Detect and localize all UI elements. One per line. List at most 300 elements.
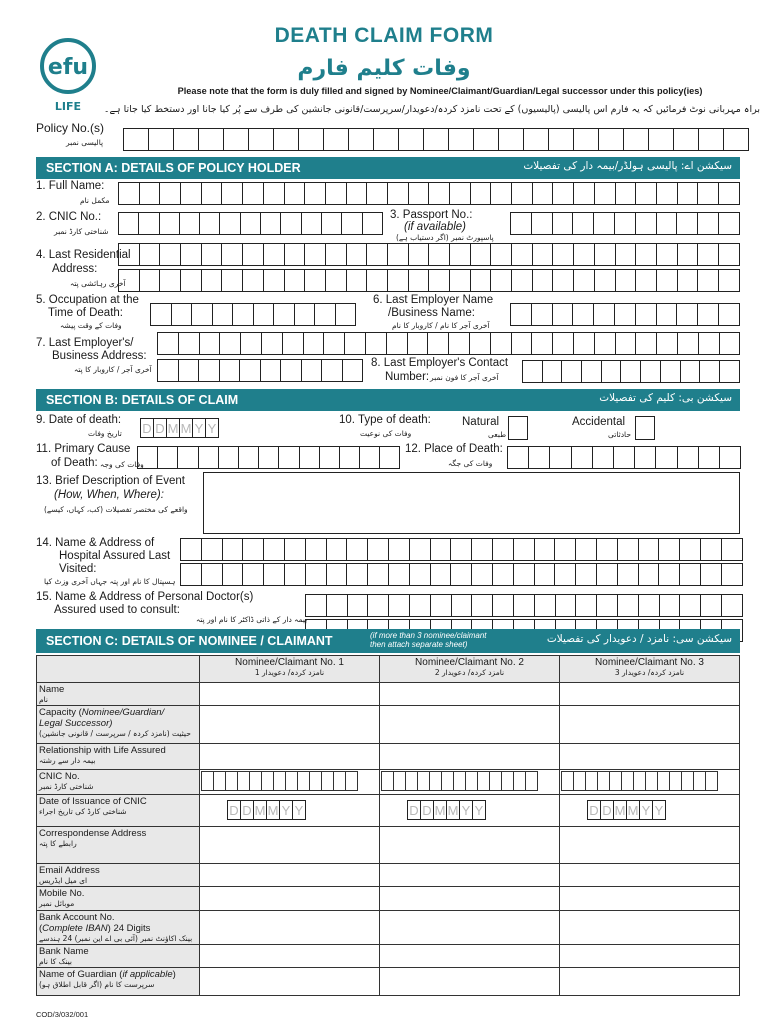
char-box[interactable] [409,538,431,561]
char-box[interactable] [239,359,261,382]
char-box[interactable] [157,359,179,382]
char-box[interactable] [321,359,343,382]
char-box[interactable] [656,243,678,266]
nominee-1-capacity[interactable] [200,706,380,744]
char-box[interactable] [575,594,597,617]
date-char-box[interactable]: D [140,418,154,438]
char-box[interactable] [719,332,741,355]
char-box[interactable] [430,538,452,561]
char-box[interactable] [284,538,306,561]
char-box[interactable] [366,182,388,205]
char-box[interactable] [347,594,369,617]
char-box[interactable] [594,243,616,266]
char-box[interactable] [698,128,724,151]
date-char-box[interactable]: Y [292,800,306,820]
char-box[interactable] [573,332,595,355]
char-box[interactable] [219,212,240,235]
char-box[interactable] [548,128,574,151]
nominee-1-email[interactable] [200,864,380,887]
char-box[interactable] [201,563,223,586]
char-box[interactable] [339,446,360,469]
date-char-box[interactable]: M [433,800,447,820]
char-box[interactable] [498,128,524,151]
char-box[interactable] [221,269,243,292]
char-box[interactable] [221,182,243,205]
char-box[interactable] [614,303,636,326]
char-box[interactable] [534,594,556,617]
char-box[interactable] [594,182,616,205]
char-box[interactable] [573,128,599,151]
char-box[interactable] [596,594,618,617]
char-box[interactable] [719,446,741,469]
char-box[interactable] [305,538,327,561]
char-box[interactable] [177,446,198,469]
char-box[interactable] [552,269,574,292]
char-box[interactable] [388,563,410,586]
date-char-box[interactable]: M [626,800,640,820]
date-char-box[interactable]: Y [639,800,653,820]
char-box[interactable] [280,359,302,382]
char-box[interactable] [326,538,348,561]
char-box[interactable] [258,446,279,469]
nominee-2-name[interactable] [380,683,560,706]
char-box[interactable] [532,269,554,292]
char-box[interactable] [718,182,740,205]
char-box[interactable] [148,128,174,151]
char-box[interactable] [513,538,535,561]
char-box[interactable] [305,563,327,586]
char-box[interactable] [199,212,220,235]
char-box[interactable] [677,332,699,355]
char-box[interactable] [490,243,512,266]
char-box[interactable] [449,182,471,205]
nominee-1-relationship[interactable] [200,744,380,770]
char-box[interactable] [449,243,471,266]
char-box[interactable] [617,594,639,617]
char-box[interactable] [325,182,347,205]
accidental-checkbox[interactable] [635,416,655,440]
nominee-1-mobile[interactable] [200,887,380,911]
char-box[interactable] [273,303,295,326]
char-box[interactable] [718,243,740,266]
char-box[interactable] [471,538,493,561]
char-box[interactable] [575,538,597,561]
nominee-2-cnic[interactable] [380,770,560,795]
address-input-line-1[interactable] [119,243,740,266]
char-box[interactable] [617,563,639,586]
char-box[interactable] [280,212,301,235]
char-box[interactable] [511,269,533,292]
char-box[interactable] [305,594,327,617]
char-box[interactable] [507,446,529,469]
char-box[interactable] [615,269,637,292]
char-box[interactable] [118,182,140,205]
char-box[interactable] [511,332,533,355]
char-box[interactable] [180,538,202,561]
char-box[interactable] [118,269,140,292]
char-box[interactable] [552,243,574,266]
char-box[interactable] [387,182,409,205]
char-box[interactable] [137,446,158,469]
char-box[interactable] [634,446,656,469]
char-box[interactable] [323,128,349,151]
char-box[interactable] [615,332,637,355]
char-box[interactable] [326,594,348,617]
char-box[interactable] [534,538,556,561]
date-char-box[interactable]: Y [459,800,473,820]
char-box[interactable] [221,243,243,266]
char-box[interactable] [511,243,533,266]
char-box[interactable] [676,212,698,235]
cnic-char-box[interactable] [525,771,538,791]
char-box[interactable] [660,360,681,383]
date-char-box[interactable]: Y [192,418,206,438]
char-box[interactable] [635,269,657,292]
nominee-2-cnic-date[interactable] [380,795,560,827]
char-box[interactable] [222,538,244,561]
char-box[interactable] [554,563,576,586]
char-box[interactable] [573,269,595,292]
char-box[interactable] [673,128,699,151]
char-box[interactable] [386,332,408,355]
char-box[interactable] [201,269,223,292]
nominee-3-address[interactable] [560,827,740,864]
char-box[interactable] [223,128,249,151]
char-box[interactable] [656,303,678,326]
date-char-box[interactable]: Y [279,800,293,820]
char-box[interactable] [261,332,283,355]
char-box[interactable] [388,594,410,617]
char-box[interactable] [656,182,678,205]
char-box[interactable] [593,303,615,326]
char-box[interactable] [314,303,336,326]
char-box[interactable] [191,303,213,326]
char-box[interactable] [263,182,285,205]
char-box[interactable] [449,269,471,292]
char-box[interactable] [638,538,660,561]
emp-contact-input[interactable] [523,360,740,383]
char-box[interactable] [222,563,244,586]
char-box[interactable] [596,563,618,586]
char-box[interactable] [677,243,699,266]
nominee-3-capacity[interactable] [560,706,740,744]
char-box[interactable] [531,332,553,355]
char-box[interactable] [679,594,701,617]
char-box[interactable] [294,303,316,326]
char-box[interactable] [201,182,223,205]
nominee-1-name[interactable] [200,683,380,706]
char-box[interactable] [366,269,388,292]
char-box[interactable] [408,182,430,205]
char-box[interactable] [552,212,574,235]
char-box[interactable] [635,243,657,266]
char-box[interactable] [552,182,574,205]
char-box[interactable] [198,359,220,382]
char-box[interactable] [656,332,678,355]
char-box[interactable] [581,360,602,383]
char-box[interactable] [721,538,743,561]
char-box[interactable] [409,563,431,586]
char-box[interactable] [592,446,614,469]
char-box[interactable] [263,269,285,292]
char-box[interactable] [304,269,326,292]
description-textarea[interactable] [203,472,740,534]
policy-number-input[interactable] [124,128,749,151]
char-box[interactable] [700,538,722,561]
char-box[interactable] [173,128,199,151]
char-box[interactable] [346,182,368,205]
char-box[interactable] [344,332,366,355]
nominee-1-cnic-date[interactable] [200,795,380,827]
char-box[interactable] [301,212,322,235]
date-char-box[interactable]: M [446,800,460,820]
char-box[interactable] [448,128,474,151]
char-box[interactable] [253,303,275,326]
date-char-box[interactable]: M [266,800,280,820]
date-char-box[interactable]: D [407,800,421,820]
char-box[interactable] [325,243,347,266]
char-box[interactable] [139,269,161,292]
date-char-box[interactable]: D [153,418,167,438]
char-box[interactable] [201,538,223,561]
nominee-3-bank-account[interactable] [560,911,740,945]
char-box[interactable] [532,243,554,266]
char-box[interactable] [428,182,450,205]
char-box[interactable] [656,212,678,235]
char-box[interactable] [470,182,492,205]
char-box[interactable] [522,360,543,383]
char-box[interactable] [635,212,657,235]
char-box[interactable] [242,182,264,205]
char-box[interactable] [139,182,161,205]
cause-input[interactable] [138,446,400,469]
char-box[interactable] [698,332,720,355]
char-box[interactable] [528,446,550,469]
char-box[interactable] [718,303,740,326]
char-box[interactable] [303,332,325,355]
char-box[interactable] [450,538,472,561]
char-box[interactable] [335,303,357,326]
char-box[interactable] [700,563,722,586]
date-char-box[interactable]: D [420,800,434,820]
char-box[interactable] [552,332,574,355]
char-box[interactable] [534,563,556,586]
char-box[interactable] [248,128,274,151]
char-box[interactable] [263,563,285,586]
address-input-line-2[interactable] [119,269,740,292]
char-box[interactable] [450,563,472,586]
nominee-1-bank-account[interactable] [200,911,380,945]
char-box[interactable] [575,563,597,586]
char-box[interactable] [596,538,618,561]
employer-input[interactable] [511,303,740,326]
nominee-1-cnic[interactable] [200,770,380,795]
char-box[interactable] [260,359,282,382]
char-box[interactable] [346,243,368,266]
char-box[interactable] [513,563,535,586]
char-box[interactable] [697,303,719,326]
char-box[interactable] [423,128,449,151]
place-input[interactable] [508,446,741,469]
cnic-char-box[interactable] [705,771,718,791]
char-box[interactable] [284,563,306,586]
char-box[interactable] [348,128,374,151]
char-box[interactable] [218,446,239,469]
char-box[interactable] [638,563,660,586]
char-box[interactable] [365,332,387,355]
char-box[interactable] [471,563,493,586]
nominee-3-name[interactable] [560,683,740,706]
char-box[interactable] [232,303,254,326]
char-box[interactable] [387,243,409,266]
char-box[interactable] [157,446,178,469]
char-box[interactable] [199,332,221,355]
nominee-2-mobile[interactable] [380,887,560,911]
char-box[interactable] [157,332,179,355]
char-box[interactable] [219,359,241,382]
char-box[interactable] [658,563,680,586]
char-box[interactable] [492,563,514,586]
char-box[interactable] [531,303,553,326]
char-box[interactable] [513,594,535,617]
char-box[interactable] [723,128,749,151]
char-box[interactable] [301,359,323,382]
char-box[interactable] [635,182,657,205]
char-box[interactable] [159,182,181,205]
char-box[interactable] [118,212,139,235]
char-box[interactable] [398,128,424,151]
char-box[interactable] [408,269,430,292]
char-box[interactable] [407,332,429,355]
char-box[interactable] [679,563,701,586]
char-box[interactable] [677,269,699,292]
char-box[interactable] [552,303,574,326]
char-box[interactable] [284,269,306,292]
char-box[interactable] [240,332,262,355]
char-box[interactable] [298,128,324,151]
char-box[interactable] [549,446,571,469]
nominee-2-bank-name[interactable] [380,945,560,968]
char-box[interactable] [677,446,699,469]
nominee-3-relationship[interactable] [560,744,740,770]
char-box[interactable] [242,563,264,586]
char-box[interactable] [492,594,514,617]
char-box[interactable] [573,182,595,205]
char-box[interactable] [698,446,720,469]
cnic-input[interactable] [119,212,383,235]
char-box[interactable] [598,128,624,151]
char-box[interactable] [510,303,532,326]
char-box[interactable] [180,243,202,266]
char-box[interactable] [123,128,149,151]
nominee-1-guardian[interactable] [200,968,380,996]
char-box[interactable] [428,269,450,292]
char-box[interactable] [614,212,636,235]
char-box[interactable] [573,243,595,266]
nominee-2-email[interactable] [380,864,560,887]
char-box[interactable] [379,446,400,469]
char-box[interactable] [341,212,362,235]
char-box[interactable] [321,212,342,235]
hospital-input-line-1[interactable] [181,538,743,561]
date-char-box[interactable]: M [179,418,193,438]
char-box[interactable] [523,128,549,151]
char-box[interactable] [178,332,200,355]
char-box[interactable] [510,212,532,235]
nominee-2-address[interactable] [380,827,560,864]
char-box[interactable] [699,360,720,383]
char-box[interactable] [615,243,637,266]
char-box[interactable] [242,269,264,292]
char-box[interactable] [198,128,224,151]
char-box[interactable] [679,538,701,561]
char-box[interactable] [409,594,431,617]
char-box[interactable] [212,303,234,326]
char-box[interactable] [620,360,641,383]
char-box[interactable] [367,563,389,586]
char-box[interactable] [242,243,264,266]
char-box[interactable] [346,563,368,586]
char-box[interactable] [572,303,594,326]
char-box[interactable] [273,128,299,151]
char-box[interactable] [658,538,680,561]
char-box[interactable] [451,594,473,617]
date-char-box[interactable]: D [600,800,614,820]
char-box[interactable] [721,563,743,586]
char-box[interactable] [323,332,345,355]
char-box[interactable] [640,360,661,383]
char-box[interactable] [555,594,577,617]
char-box[interactable] [593,212,615,235]
char-box[interactable] [697,212,719,235]
char-box[interactable] [635,303,657,326]
char-box[interactable] [697,269,719,292]
char-box[interactable] [171,303,193,326]
char-box[interactable] [159,243,181,266]
char-box[interactable] [367,594,389,617]
date-char-box[interactable]: Y [652,800,666,820]
char-box[interactable] [408,243,430,266]
char-box[interactable] [492,538,514,561]
char-box[interactable] [180,182,202,205]
char-box[interactable] [359,446,380,469]
char-box[interactable] [180,269,202,292]
char-box[interactable] [617,538,639,561]
nominee-1-address[interactable] [200,827,380,864]
char-box[interactable] [284,182,306,205]
char-box[interactable] [473,128,499,151]
nominee-2-bank-account[interactable] [380,911,560,945]
char-box[interactable] [430,563,452,586]
nominee-1-bank-name[interactable] [200,945,380,968]
char-box[interactable] [430,594,452,617]
char-box[interactable] [531,212,553,235]
char-box[interactable] [150,303,172,326]
char-box[interactable] [242,538,264,561]
char-box[interactable] [655,446,677,469]
char-box[interactable] [635,332,657,355]
char-box[interactable] [139,243,161,266]
char-box[interactable] [511,182,533,205]
nominee-3-email[interactable] [560,864,740,887]
char-box[interactable] [284,243,306,266]
char-box[interactable] [700,594,722,617]
char-box[interactable] [346,269,368,292]
nominee-2-relationship[interactable] [380,744,560,770]
char-box[interactable] [470,269,492,292]
full-name-input[interactable] [119,182,740,205]
char-box[interactable] [342,359,364,382]
